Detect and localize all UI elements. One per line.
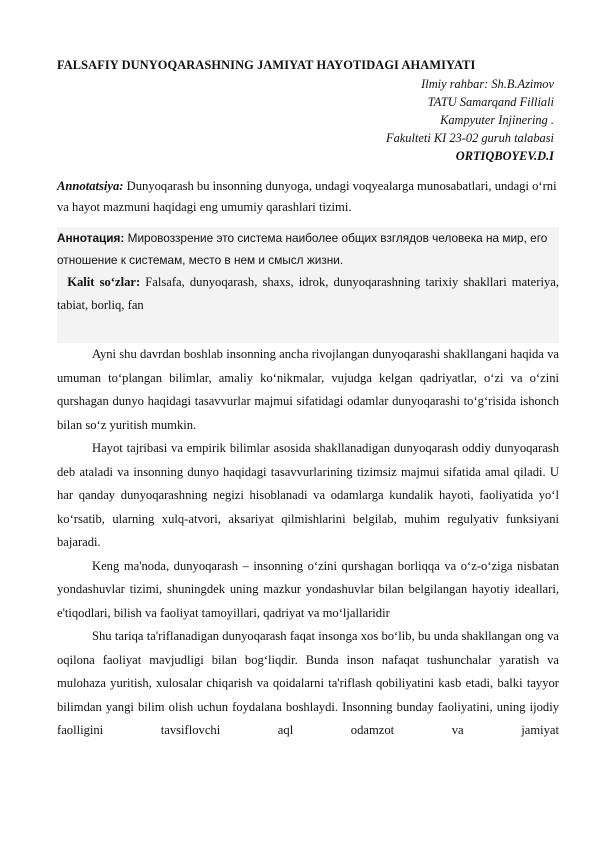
keywords bbox=[57, 271, 559, 343]
body-text bbox=[57, 343, 559, 743]
abstract-uz bbox=[57, 176, 559, 218]
supervisor-line: Ilmiy rahbar: Sh.B.Azimov bbox=[421, 77, 554, 91]
paragraph: Hayot tajribasi va empirik bilimlar asosida shakllanadigan dunyoqarash oddiy dunyoqarash deb ataladi va insonning dunyo haqidagi tasavvurlarining tizimsiz majmui sifatida amal qiladi. U har qanday dunyoqarashning negizi hisoblanadi va odamlarga kundalik hayoti, faoliyatida yo‘l ko‘rsatib, ularning xulq-atvori, aksariyat qilmishlarini belgilab, muhim regulyativ funksiyani bajaradi. bbox=[57, 441, 559, 549]
abstract-ru bbox=[57, 227, 559, 271]
department-line: Kampyuter Injinering . bbox=[440, 113, 554, 127]
document-title: FALSAFIY DUNYOQARASHNING JAMIYAT HAYOTIDAGI AHAMIYATI bbox=[57, 58, 476, 72]
abstract-ru-text: Мировоззрение это система наиболее общих взглядов человека на мир, его отношение к системам, место в нем и смысл жизни. bbox=[57, 231, 548, 267]
institution-line: TATU Samarqand Filliali bbox=[427, 95, 554, 109]
author-block bbox=[386, 75, 554, 165]
keywords-label: Kalit so‘zlar: bbox=[67, 275, 141, 289]
abstract-ru-label: Аннотация: bbox=[57, 231, 125, 245]
paragraph: Shu tariqa ta'riflanadigan dunyoqarash faqat insonga xos bo‘lib, bu unda shakllangan ong va oqilona faoliyat mavjudligi bilan bog‘liqdir. Bunda inson nafaqat tushunchalar yaratish va mulohaza yuritish, xulosalar chiqarish va qoidalarni ta'riflash qobiliyatini kasb etadi, balki tayyor bilimdan yangi bilim olish uchun foydalana boshlaydi. Insonning bunday faoliyatini, uning ijodiy faolligini tavsiflovchi aql odamzot va jamiyat bbox=[57, 629, 559, 737]
author-name: ORTIQBOYEV.D.I bbox=[455, 149, 554, 163]
keywords-text: Falsafa, dunyoqarash, shaxs, idrok, dunyoqarashning tarixiy shakllari materiya, tabiat, borliq, fan bbox=[57, 275, 559, 312]
paragraph: Ayni shu davrdan boshlab insonning ancha rivojlangan dunyoqarashi shakllangani haqida va umuman to‘plangan bilimlar, amaliy ko‘nikmalar, vujudga kelgan qadriyatlar, o‘zi va o‘zini qurshagan dunyo haqidagi tasavvurlar majmui sifatidagi odamlar dunyoqarashi to‘g‘risida ishonch bilan so‘z yuritish mumkin. bbox=[57, 347, 559, 432]
faculty-line: Fakulteti KI 23-02 guruh talabasi bbox=[386, 131, 554, 145]
paragraph: Keng ma'noda, dunyoqarash – insonning o‘zini qurshagan borliqqa va o‘z-o‘ziga nisbatan yondashuvlar tizimi, shuningdek uning mazkur yondashuvlar bilan belgilangan hayotiy ideallari, e'tiqodlari, bilish va faoliyat tamoyillari, qadriyat va mo‘ljallaridir bbox=[57, 558, 559, 620]
abstract-text: Dunyoqarash bu insonning dunyoga, undagi voqyealarga munosabatlari, undagi o‘rni va hayot mazmuni haqidagi eng umumiy qarashlari tizimi. bbox=[57, 179, 557, 214]
abstract-label: Annotatsiya: bbox=[57, 179, 124, 193]
